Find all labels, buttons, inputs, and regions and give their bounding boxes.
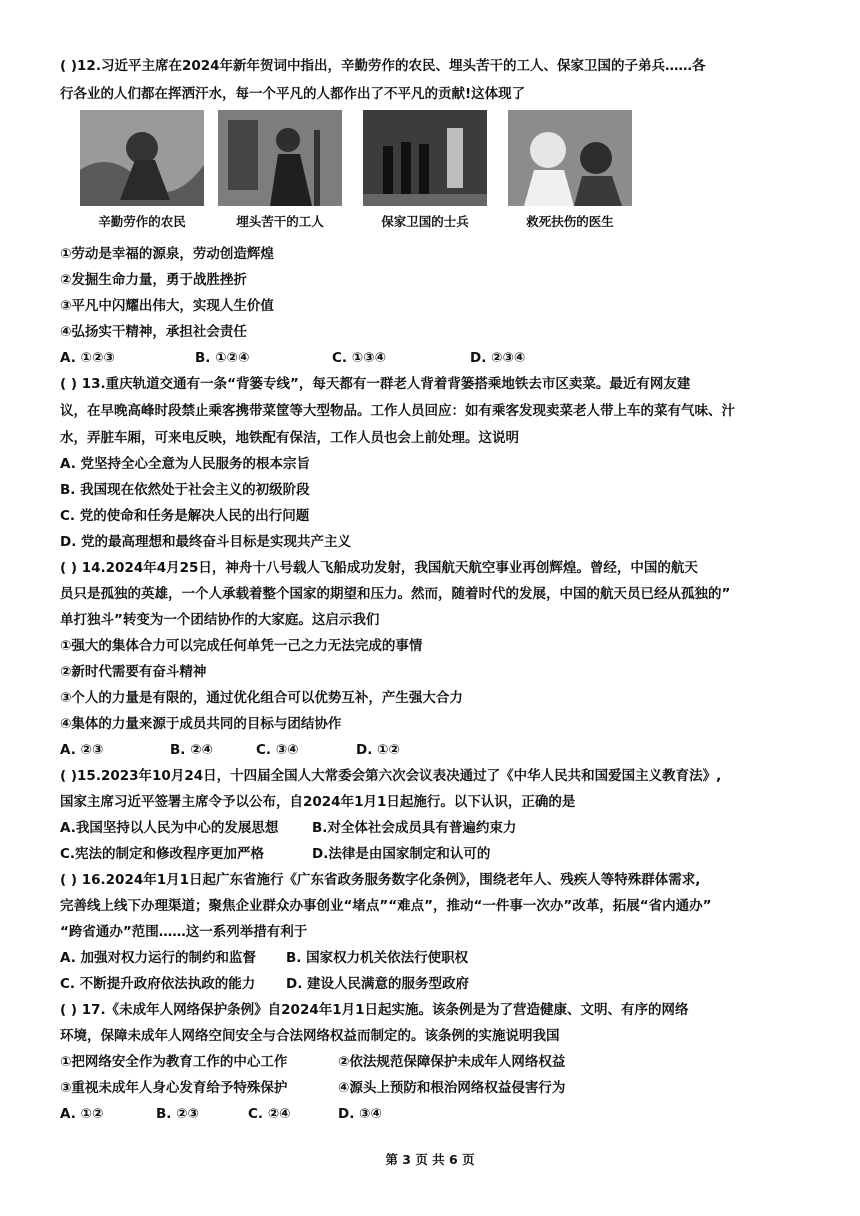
q12-caption-farmer: 辛勤劳作的农民 bbox=[98, 214, 186, 229]
q14-item-3: ③个人的力量是有限的，通过优化组合可以优势互补，产生强大合力 bbox=[60, 690, 463, 706]
q12-stem-line-2: 行各业的人们都在挥洒汗水，每一个平凡的人都作出了不平凡的贡献!这体现了 bbox=[60, 86, 526, 102]
q14-option-c[interactable]: C. ③④ bbox=[256, 742, 299, 758]
q13-option-a[interactable]: A. 党坚持全心全意为人民服务的根本宗旨 bbox=[60, 456, 311, 472]
q13-option-c[interactable]: C. 党的使命和任务是解决人民的出行问题 bbox=[60, 508, 310, 524]
page-number: 第 3 页 共 6 页 bbox=[385, 1152, 475, 1167]
q12-caption-soldier: 保家卫国的士兵 bbox=[381, 214, 469, 229]
q12-caption-worker: 埋头苦干的工人 bbox=[236, 214, 324, 229]
q12-photo-row bbox=[78, 110, 638, 235]
q16-option-a[interactable]: A. 加强对权力运行的制约和监督 bbox=[60, 950, 257, 966]
q14-item-2: ②新时代需要有奋斗精神 bbox=[60, 664, 207, 680]
farmer-photo bbox=[80, 110, 204, 206]
q17-stem-line-1: ( ) 17.《未成年人网络保护条例》自2024年1月1日起实施。该条例是为了营造健康、文明、有序的网络 bbox=[60, 1002, 689, 1018]
q17-stem-line-2: 环境，保障未成年人网络空间安全与合法网络权益而制定的。该条例的实施说明我国 bbox=[60, 1028, 560, 1044]
q16-option-c[interactable]: C. 不断提升政府依法执政的能力 bbox=[60, 976, 256, 992]
q17-option-a[interactable]: A. ①② bbox=[60, 1106, 104, 1122]
q17-item-3: ③重视未成年人身心发育给予特殊保护 bbox=[60, 1080, 288, 1096]
q14-option-b[interactable]: B. ②④ bbox=[170, 742, 213, 758]
q15-option-a[interactable]: A.我国坚持以人民为中心的发展思想 bbox=[60, 820, 279, 836]
q14-item-4: ④集体的力量来源于成员共同的目标与团结协作 bbox=[60, 716, 342, 732]
q13-stem-line-1: ( ) 13.重庆轨道交通有一条“背篓专线”，每天都有一群老人背着背篓搭乘地铁去市区卖菜。最近有网友建 bbox=[60, 376, 691, 392]
q12-caption-doctor: 救死扶伤的医生 bbox=[526, 214, 614, 229]
q14-stem-line-2: 员只是孤独的英雄，一个人承载着整个国家的期望和压力。然而，随着时代的发展，中国的航天员已经从孤独的” bbox=[60, 586, 731, 602]
q14-stem-line-1: ( ) 14.2024年4月25日，神舟十八号载人飞船成功发射，我国航天航空事业再创辉煌。曾经，中国的航天 bbox=[60, 560, 698, 576]
q17-option-d[interactable]: D. ③④ bbox=[338, 1106, 382, 1122]
q12-stem-line-1: ( )12.习近平主席在2024年新年贺词中指出，辛勤劳作的农民、埋头苦干的工人、保家卫国的子弟兵……各 bbox=[60, 58, 706, 74]
q12-option-b[interactable]: B. ①②④ bbox=[195, 350, 250, 366]
doctor-photo bbox=[508, 110, 632, 206]
q17-option-b[interactable]: B. ②③ bbox=[156, 1106, 199, 1122]
worker-photo bbox=[218, 110, 342, 206]
q14-option-d[interactable]: D. ①② bbox=[356, 742, 400, 758]
q13-option-b[interactable]: B. 我国现在依然处于社会主义的初级阶段 bbox=[60, 482, 310, 498]
q15-stem-line-1: ( )15.2023年10月24日，十四届全国人大常委会第六次会议表决通过了《中华人民共和国爱国主义教育法》, bbox=[60, 768, 722, 784]
q16-option-b[interactable]: B. 国家权力机关依法行使职权 bbox=[286, 950, 469, 966]
q15-option-b[interactable]: B.对全体社会成员具有普遍约束力 bbox=[312, 820, 517, 836]
q12-option-c[interactable]: C. ①③④ bbox=[332, 350, 387, 366]
q16-stem-line-2: 完善线上线下办理渠道；聚焦企业群众办事创业“堵点”“难点”，推动“一件事一次办”改革，拓展“省内通办” bbox=[60, 898, 712, 914]
q12-item-4: ④弘扬实干精神，承担社会责任 bbox=[60, 324, 247, 340]
q12-item-1: ①劳动是幸福的源泉，劳动创造辉煌 bbox=[60, 246, 274, 262]
q17-option-c[interactable]: C. ②④ bbox=[248, 1106, 291, 1122]
q16-stem-line-1: ( ) 16.2024年1月1日起广东省施行《广东省政务服务数字化条例》，围绕老年人、残疾人等特殊群体需求, bbox=[60, 872, 701, 888]
q15-option-d[interactable]: D.法律是由国家制定和认可的 bbox=[312, 846, 491, 862]
q14-stem-line-3: 单打独斗”转变为一个团结协作的大家庭。这启示我们 bbox=[60, 612, 380, 628]
q13-stem-line-2: 议，在早晚高峰时段禁止乘客携带菜筐等大型物品。工作人员回应：如有乘客发现卖菜老人带上车的菜有气味、汁 bbox=[60, 403, 735, 419]
q15-stem-line-2: 国家主席习近平签署主席令予以公布，自2024年1月1日起施行。以下认识，正确的是 bbox=[60, 794, 576, 810]
q16-option-d[interactable]: D. 建设人民满意的服务型政府 bbox=[286, 976, 470, 992]
q17-item-1: ①把网络安全作为教育工作的中心工作 bbox=[60, 1054, 288, 1070]
q12-item-2: ②发掘生命力量，勇于战胜挫折 bbox=[60, 272, 247, 288]
soldier-photo bbox=[363, 110, 487, 206]
q14-option-a[interactable]: A. ②③ bbox=[60, 742, 104, 758]
q12-option-a[interactable]: A. ①②③ bbox=[60, 350, 115, 366]
q14-item-1: ①强大的集体合力可以完成任何单凭一己之力无法完成的事情 bbox=[60, 638, 423, 654]
q16-stem-line-3: “跨省通办”范围……这一系列举措有利于 bbox=[60, 924, 308, 940]
q13-option-d[interactable]: D. 党的最高理想和最终奋斗目标是实现共产主义 bbox=[60, 534, 352, 550]
q13-stem-line-3: 水，弄脏车厢，可来电反映，地铁配有保洁，工作人员也会上前处理。这说明 bbox=[60, 430, 519, 446]
q17-item-4: ④源头上预防和根治网络权益侵害行为 bbox=[338, 1080, 566, 1096]
q15-option-c[interactable]: C.宪法的制定和修改程序更加严格 bbox=[60, 846, 265, 862]
q12-option-d[interactable]: D. ②③④ bbox=[470, 350, 526, 366]
q17-item-2: ②依法规范保障保护未成年人网络权益 bbox=[338, 1054, 566, 1070]
q12-item-3: ③平凡中闪耀出伟大，实现人生价值 bbox=[60, 298, 274, 314]
